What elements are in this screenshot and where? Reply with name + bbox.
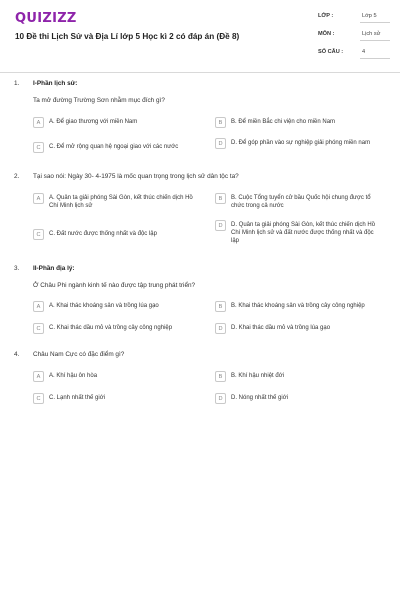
meta-value: 4 [360,46,390,59]
option-text: D. Nóng nhất thế giới [231,395,288,401]
option-text: C. Khai thác dầu mỏ và trồng cây công nghiệp [49,325,173,331]
meta-row-count [318,46,390,61]
option-letter-badge: C [33,142,44,153]
answer-option[interactable] [33,371,198,382]
question-text: Ở Châu Phi ngành kinh tế nào được tập trung phát triển? [33,282,196,289]
option-text: B. Khí hậu nhiệt đới [231,373,284,379]
option-text: A. Để giao thương với miền Nam [49,119,138,125]
meta-panel [318,10,390,61]
meta-value: Lớp 5 [360,10,390,23]
answer-option[interactable] [33,323,198,334]
answer-option[interactable] [215,117,387,128]
option-text: D. Để góp phần vào sự nghiệp giải phóng miền nam [231,140,371,146]
question-text: Ta mở đường Trường Sơn nhằm mục đích gì? [33,97,165,104]
answer-option[interactable] [33,229,198,240]
option-letter-badge: D [215,138,226,149]
answer-option[interactable] [215,193,387,210]
answer-option[interactable] [215,371,387,382]
option-letter-badge: A [33,117,44,128]
header-divider [0,72,400,73]
document-title: 10 Đề thi Lịch Sử và Địa Lí lớp 5 Học kì 2 có đáp án (Đề 8) [15,32,240,41]
answer-option[interactable] [215,301,387,312]
option-letter-badge: C [33,393,44,404]
answer-option[interactable] [215,220,387,245]
option-letter-badge: A [33,301,44,312]
option-text: C. Lạnh nhất thế giới [49,395,105,401]
option-letter-badge: A [33,193,44,204]
answer-option[interactable] [215,138,387,149]
answer-option[interactable] [215,393,387,404]
option-letter-badge: D [215,393,226,404]
meta-label: SỐ CÂU : [318,49,344,55]
meta-value: Lịch sử [360,28,390,41]
question-text: Tại sao nói: Ngày 30- 4-1975 là mốc quan trọng trong lịch sử dân tộc ta? [33,173,239,180]
question-number: 2. [14,173,20,180]
answer-option[interactable] [33,193,198,210]
option-letter-badge: A [33,371,44,382]
option-text: A. Khí hậu ôn hòa [49,373,98,379]
meta-label: LỚP : [318,13,334,19]
option-letter-badge: B [215,301,226,312]
option-letter-badge: D [215,323,226,334]
option-text: B. Khai thác khoáng sản và trồng cây công nghiệp [231,303,365,309]
option-letter-badge: C [33,323,44,334]
meta-row-subject [318,28,390,43]
option-text: A. Quân ta giải phóng Sài Gòn, kết thúc chiến dịch Hồ Chí Minh lịch sử [49,195,193,209]
option-text: C. Để mở rộng quan hệ ngoại giao với các nước [49,144,179,150]
option-letter-badge: B [215,193,226,204]
option-text: D. Quân ta giải phóng Sài Gòn, kết thúc chiến dịch Hồ Chí Minh lịch sử và đất nước được thống nhất và độc lập [231,222,376,244]
question-number: 4. [14,351,20,358]
quizizz-logo: QUIZIZZ [15,11,77,26]
question-text: Châu Nam Cực có đặc điểm gì? [33,351,125,358]
worksheet-header [0,0,400,70]
option-text: C. Đất nước được thống nhất và độc lập [49,231,157,237]
question-number: 3. [14,265,20,272]
section-heading: I-Phần lịch sử: [33,80,78,87]
question-number: 1. [14,80,20,87]
answer-option[interactable] [33,117,198,128]
option-letter-badge: C [33,229,44,240]
section-heading: II-Phần địa lý: [33,265,75,272]
answer-option[interactable] [33,301,198,312]
option-text: B. Cuộc Tổng tuyển cử bầu Quốc hội chung được tổ chức trong cả nước [231,195,371,209]
meta-row-class [318,10,390,25]
answer-option[interactable] [215,323,387,334]
option-letter-badge: D [215,220,226,231]
answer-option[interactable] [33,393,198,404]
option-letter-badge: B [215,117,226,128]
option-text: A. Khai thác khoáng sản và trồng lúa gạo [49,303,159,309]
option-text: B. Để miền Bắc chi viện cho miền Nam [231,119,336,125]
option-text: D. Khai thác dầu mỏ và trồng lúa gạo [231,325,331,331]
answer-option[interactable] [33,142,198,153]
meta-label: MÔN : [318,31,335,37]
option-letter-badge: B [215,371,226,382]
